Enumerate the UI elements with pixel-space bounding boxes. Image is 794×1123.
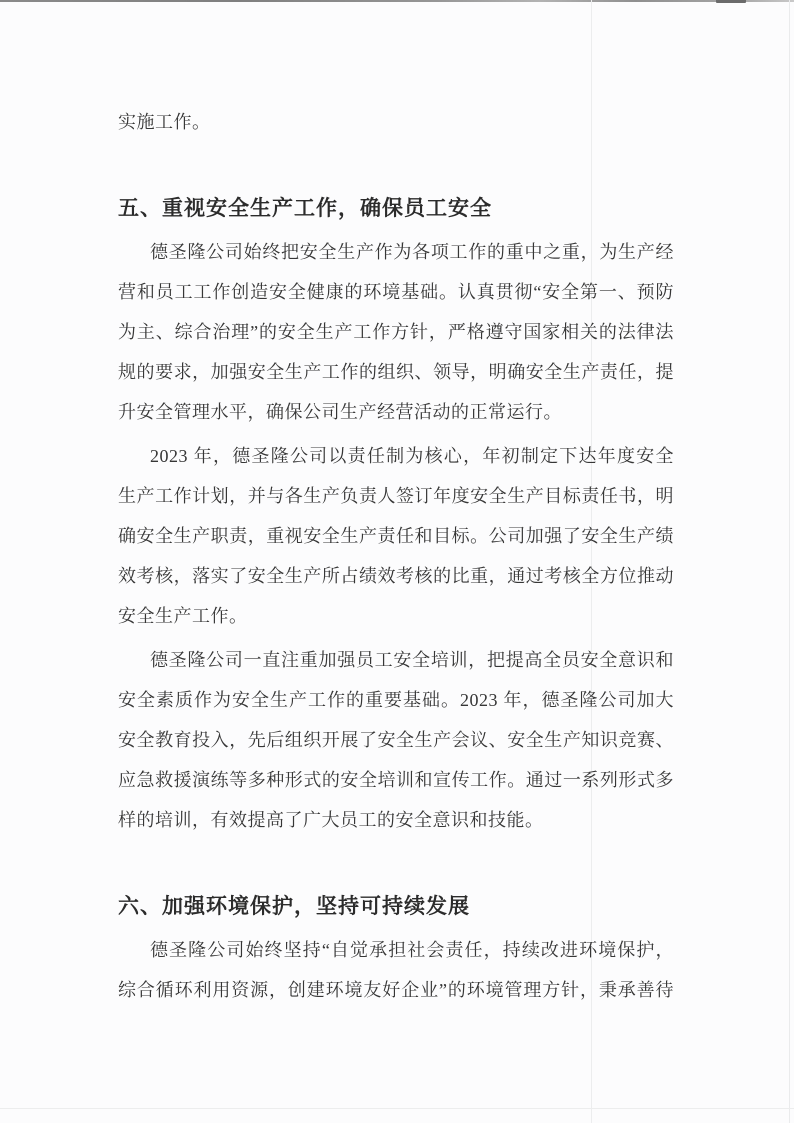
- text-line: 实施工作。: [118, 112, 211, 132]
- text-line: 德圣隆公司始终坚持“自觉承担社会责任，持续改进环境保护，: [150, 940, 674, 960]
- text-line: 效考核，落实了安全生产所占绩效考核的比重，通过考核全方位推动: [118, 566, 674, 586]
- text-line: 应急救援演练等多种形式的安全培训和宣传工作。通过一系列形式多: [118, 770, 674, 790]
- text-line: 安全生产工作。: [118, 606, 248, 626]
- text-line: 为主、综合治理”的安全生产工作方针，严格遵守国家相关的法律法: [118, 322, 674, 342]
- text-line: 生产工作计划，并与各生产负责人签订年度安全生产目标责任书，明: [118, 486, 674, 506]
- text-line: 德圣隆公司始终把安全生产作为各项工作的重中之重，为生产经: [150, 242, 674, 262]
- text-line: 德圣隆公司一直注重加强员工安全培训，把提高全员安全意识和: [150, 650, 674, 670]
- text-line: 样的培训，有效提高了广大员工的安全意识和技能。: [118, 810, 544, 830]
- text-line: 营和员工工作创造安全健康的环境基础。认真贯彻“安全第一、预防: [118, 282, 674, 302]
- section-6-heading: 六、加强环境保护，坚持可持续发展: [118, 894, 470, 918]
- scan-artifact-top-edge: [0, 0, 794, 2]
- scan-artifact-right-edge-line: [789, 0, 790, 1123]
- text-line: 综合循环利用资源，创建环境友好企业”的环境管理方针，秉承善待: [118, 980, 674, 1000]
- text-line: 2023 年，德圣隆公司以责任制为核心，年初制定下达年度安全: [150, 446, 674, 466]
- paragraph-continuation: [118, 102, 674, 142]
- text-line: 升安全管理水平，确保公司生产经营活动的正常运行。: [118, 402, 562, 422]
- text-line: 确安全生产职责，重视安全生产责任和目标。公司加强了安全生产绩: [118, 526, 674, 546]
- section-5-paragraph-2: [118, 436, 674, 636]
- section-5-heading: 五、重视安全生产工作，确保员工安全: [118, 196, 492, 220]
- scan-artifact-top-blob: [716, 0, 746, 3]
- text-line: 规的要求，加强安全生产工作的组织、领导，明确安全生产责任，提: [118, 362, 674, 382]
- section-5-paragraph-3: [118, 640, 674, 840]
- scan-artifact-bottom-fold-line: [0, 1108, 794, 1109]
- text-line: 安全素质作为安全生产工作的重要基础。2023 年，德圣隆公司加大: [118, 690, 674, 710]
- document-body: [118, 102, 674, 1010]
- section-5-paragraph-1: [118, 232, 674, 432]
- text-line: 安全教育投入，先后组织开展了安全生产会议、安全生产知识竞赛、: [118, 730, 674, 750]
- section-6-paragraph-1: [118, 930, 674, 1010]
